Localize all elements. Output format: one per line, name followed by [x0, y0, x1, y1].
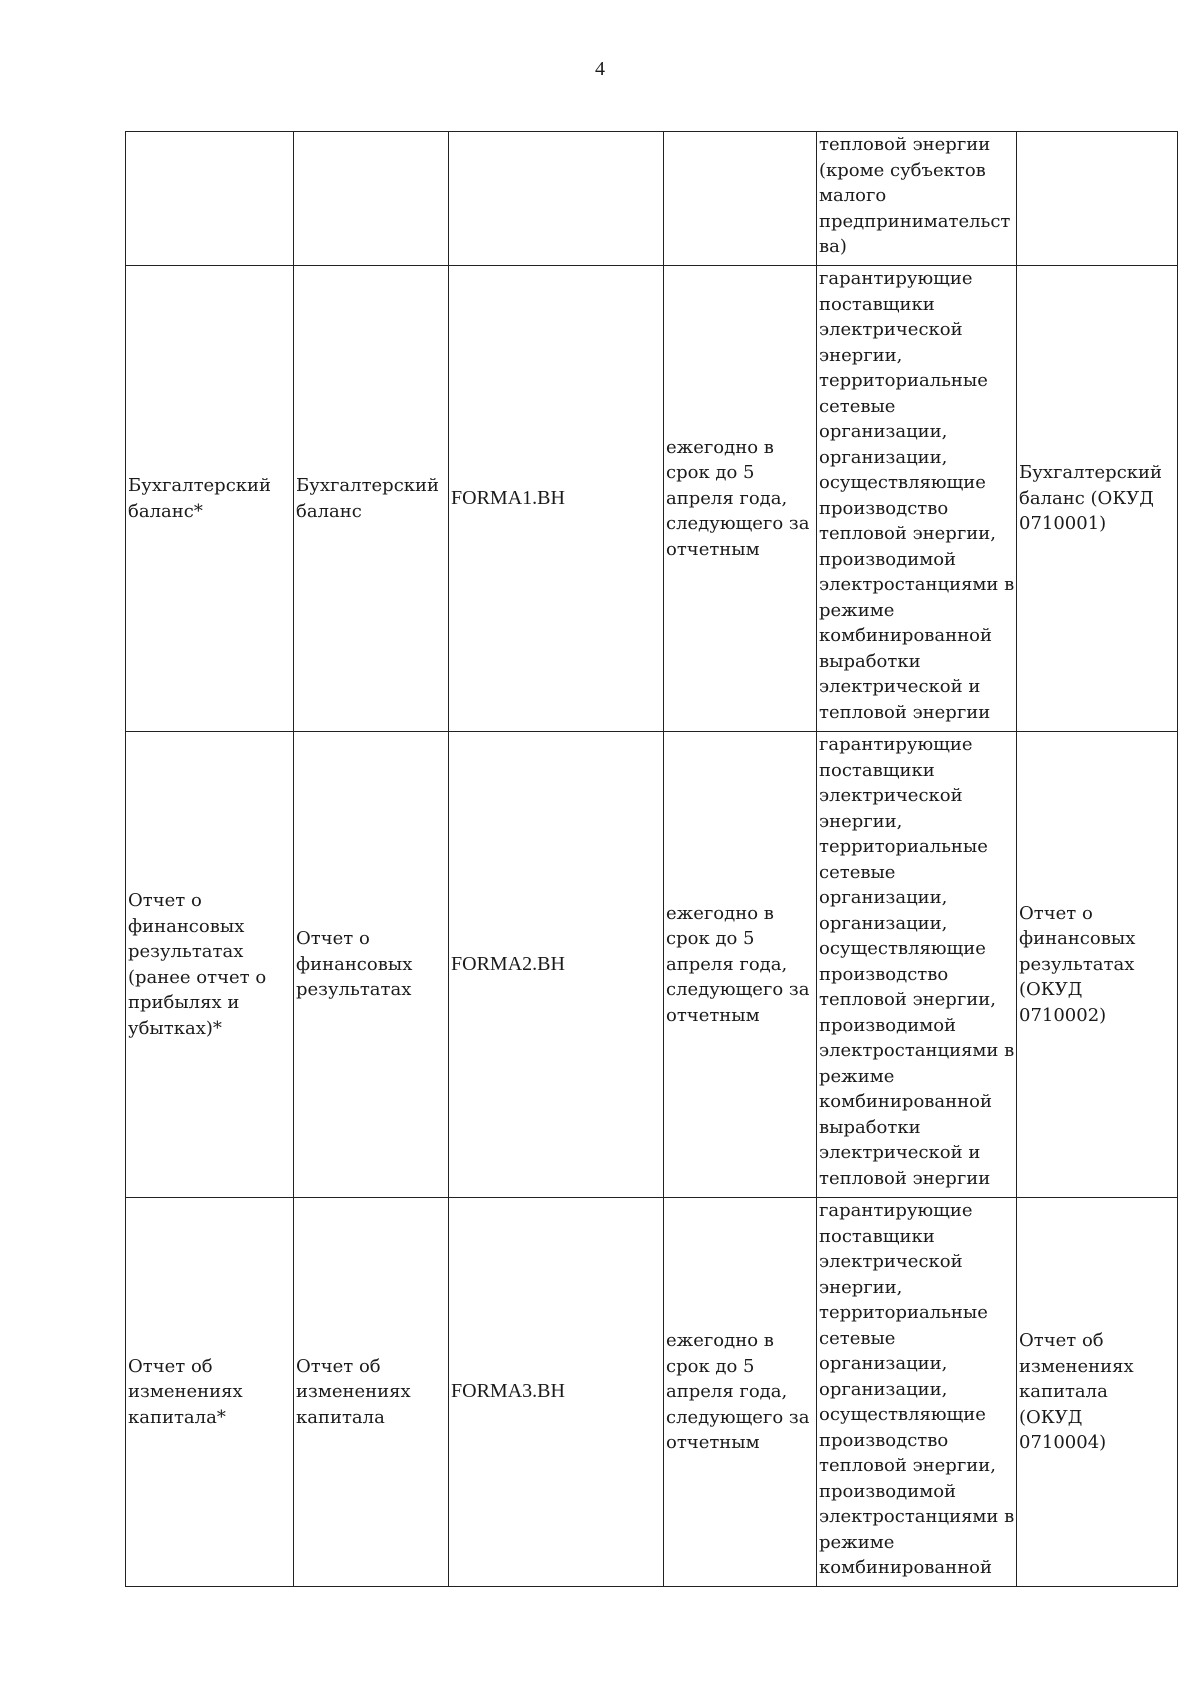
form-code-cell: FORMA1.BH [449, 266, 664, 732]
form-code-cell: FORMA3.BH [449, 1198, 664, 1587]
report-name-cell: Отчет о финансовых результатах (ранее отчет о прибылях и убытках)* [126, 732, 294, 1198]
table-row [126, 266, 1178, 732]
report-name-cell: Отчет об изменениях капитала* [126, 1198, 294, 1587]
report-name-cell [126, 132, 294, 266]
table-row [126, 1198, 1178, 1587]
holders-cell: тепловой энергии (кроме субъектов малого предпринимательст ва) [817, 132, 1017, 266]
holders-cell: гарантирующие поставщики электрической энергии, территориальные сетевые организации, организации, осуществляющие производство тепловой энергии, производимой электростанциями в режиме комбинированной выработки электрической и тепловой энергии [817, 266, 1017, 732]
form-name-cell [294, 132, 449, 266]
holders-cell: гарантирующие поставщики электрической энергии, территориальные сетевые организации, организации, осуществляющие производство тепловой энергии, производимой электростанциями в режиме комбинированной [817, 1198, 1017, 1587]
reporting-forms-table [125, 131, 1178, 1587]
form-code-cell [449, 132, 664, 266]
deadline-cell: ежегодно в срок до 5 апреля года, следующего за отчетным [664, 732, 817, 1198]
form-name-cell: Отчет о финансовых результатах [294, 732, 449, 1198]
basis-cell: Отчет об изменениях капитала (ОКУД 0710004) [1017, 1198, 1178, 1587]
deadline-cell: ежегодно в срок до 5 апреля года, следующего за отчетным [664, 266, 817, 732]
page-number: 4 [595, 58, 605, 80]
basis-cell: Отчет о финансовых результатах (ОКУД 0710002) [1017, 732, 1178, 1198]
deadline-cell: ежегодно в срок до 5 апреля года, следующего за отчетным [664, 1198, 817, 1587]
basis-cell: Бухгалтерский баланс (ОКУД 0710001) [1017, 266, 1178, 732]
report-name-cell: Бухгалтерский баланс* [126, 266, 294, 732]
form-code-cell: FORMA2.BH [449, 732, 664, 1198]
form-name-cell: Отчет об изменениях капитала [294, 1198, 449, 1587]
form-name-cell: Бухгалтерский баланс [294, 266, 449, 732]
holders-cell: гарантирующие поставщики электрической энергии, территориальные сетевые организации, организации, осуществляющие производство тепловой энергии, производимой электростанциями в режиме комбинированной выработки электрической и тепловой энергии [817, 732, 1017, 1198]
basis-cell [1017, 132, 1178, 266]
table-row [126, 732, 1178, 1198]
table-row [126, 132, 1178, 266]
deadline-cell [664, 132, 817, 266]
